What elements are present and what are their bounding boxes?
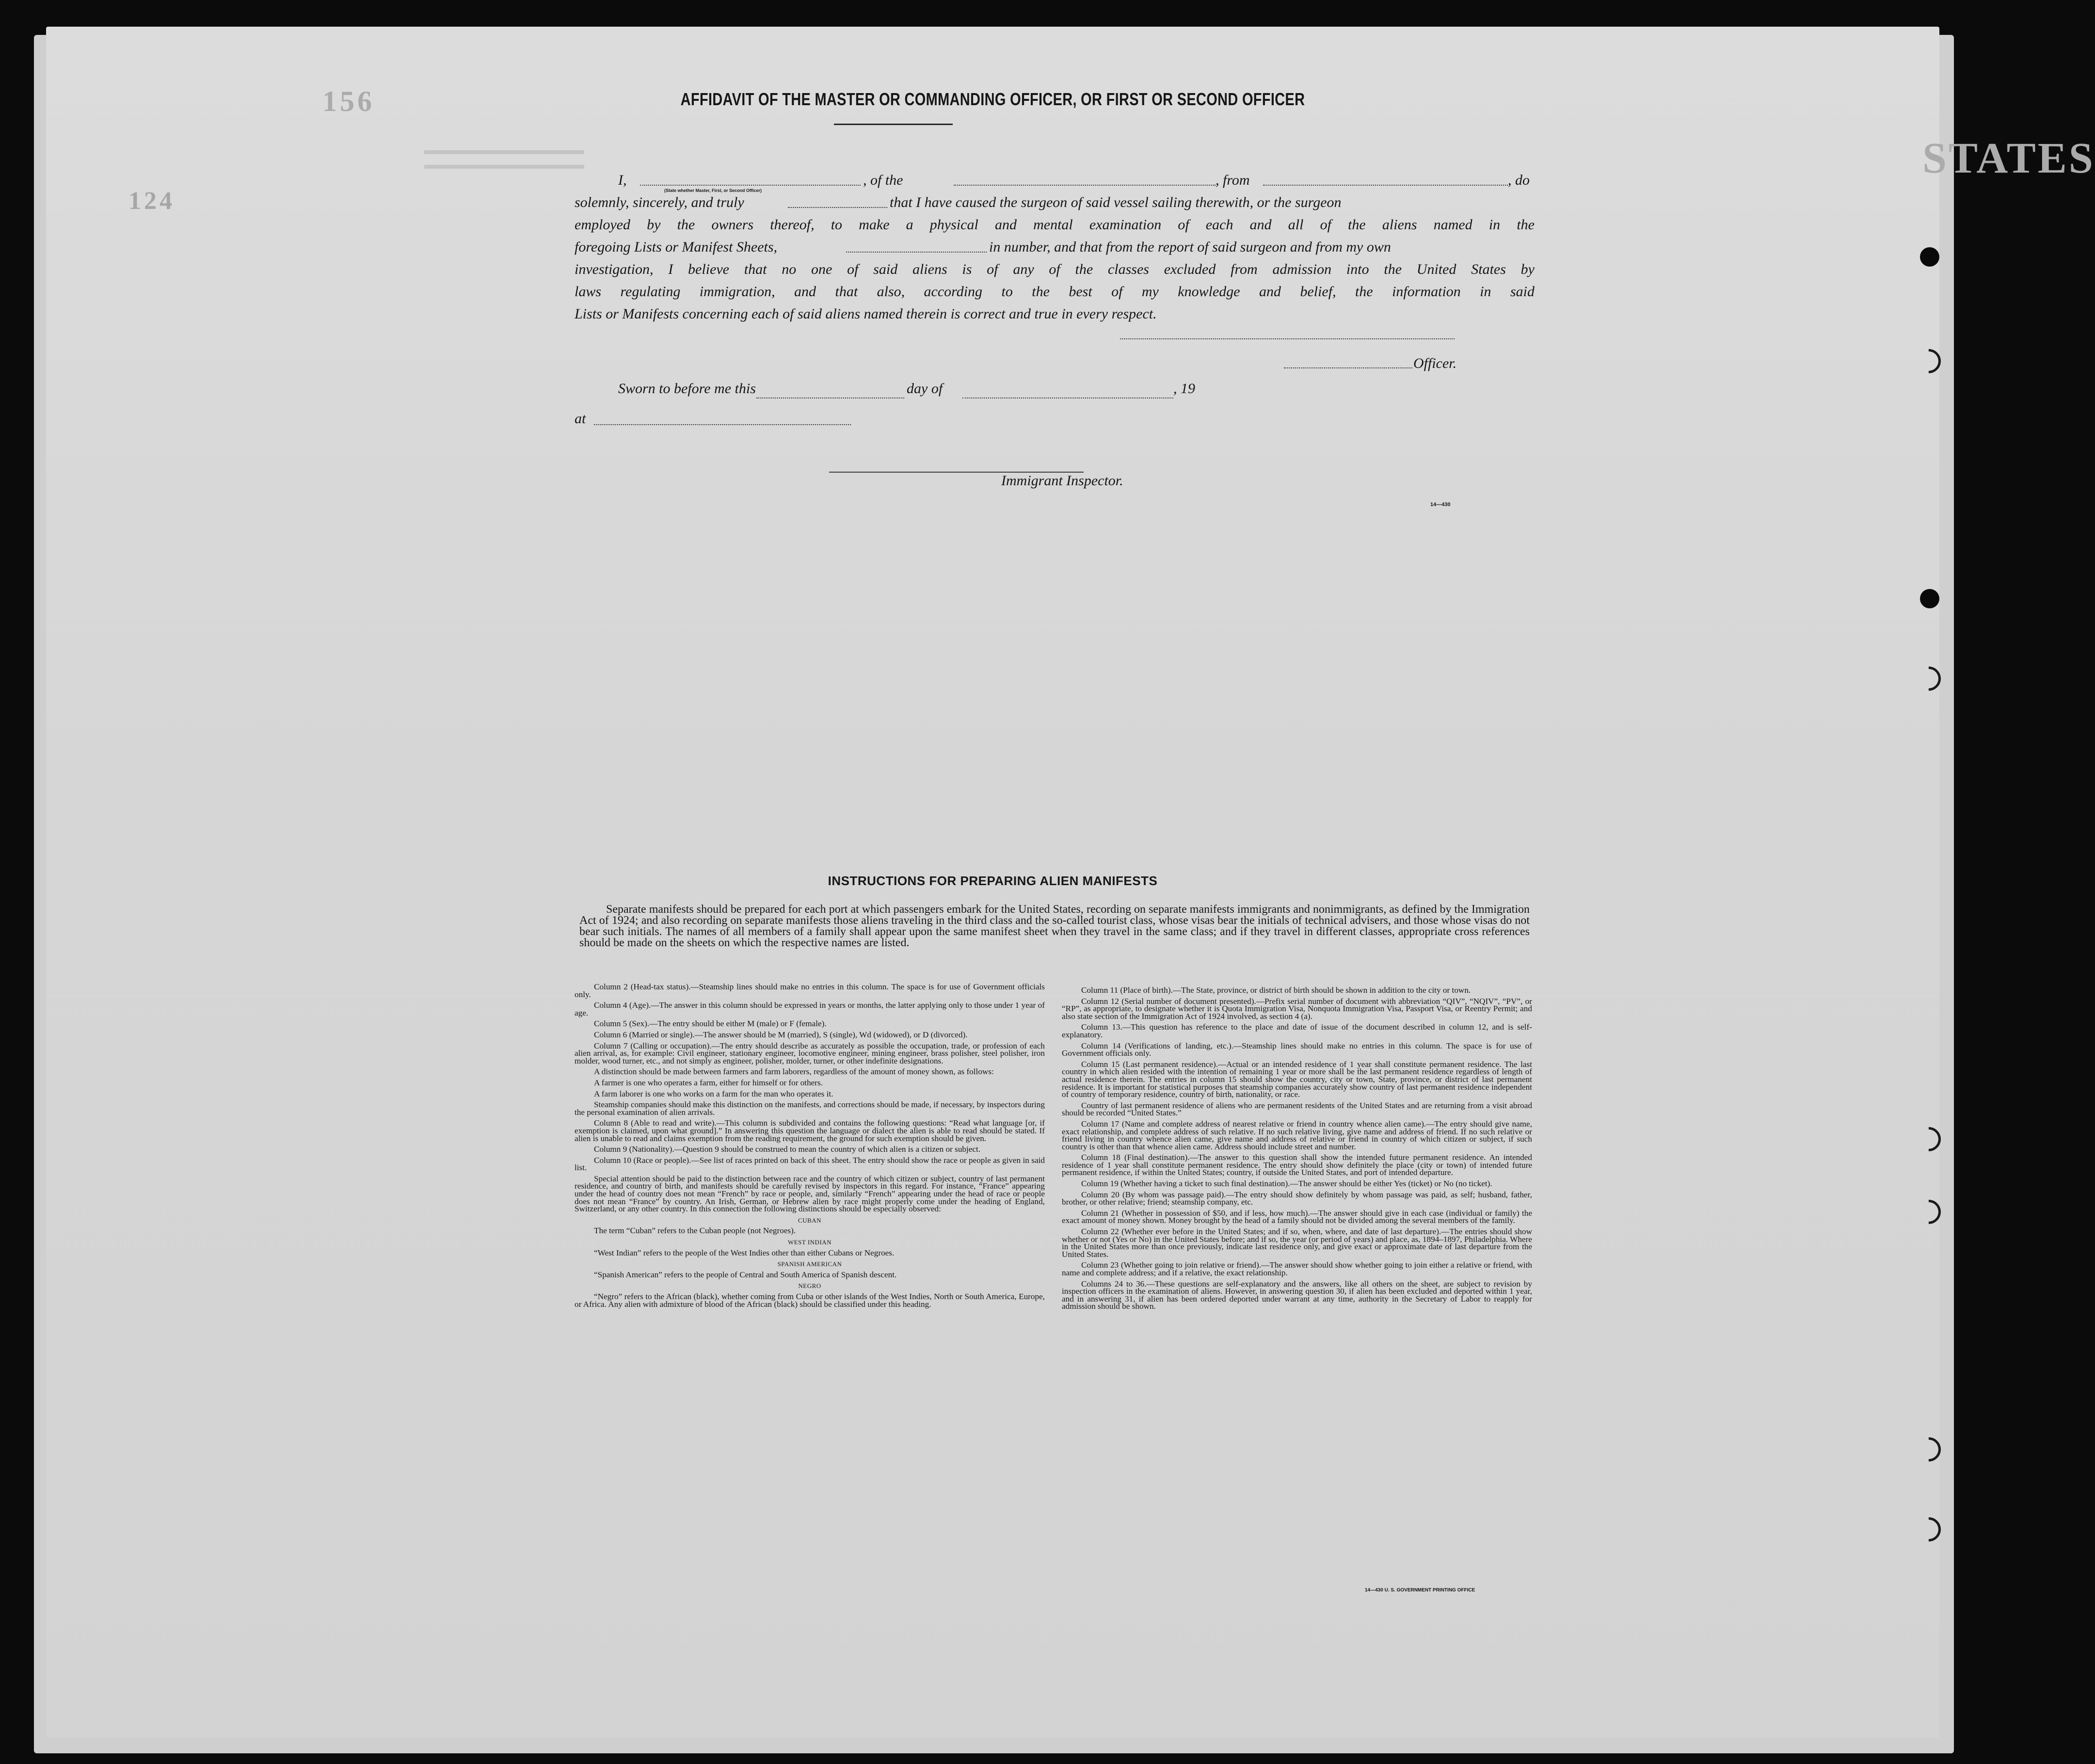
instruction-paragraph: A distinction should be made between farmers and farm laborers, regardless of the amount of money shown, as follows:	[594, 1067, 994, 1077]
subsection-heading-west-indian: WEST INDIAN	[787, 1239, 832, 1246]
instruction-paragraph: Column 4 (Age).—The answer in this column should be expressed in years or months, the latter applying only to those under 1 year of age.	[575, 1001, 1045, 1017]
printing-office-footer: 14—430 U. S. GOVERNMENT PRINTING OFFICE	[1365, 1588, 1475, 1593]
instruction-paragraph: Column 20 (By whom was passage paid).—The entry should show definitely by whom passage was paid, as self; husband, father, brother, or other relative; friend; steamship company, etc.	[1062, 1190, 1532, 1207]
officer-name-line[interactable]	[1284, 367, 1412, 368]
affidavit-title: AFFIDAVIT OF THE MASTER OR COMMANDING OFFICER, OR FIRST OR SECOND OFFICER	[680, 90, 1305, 110]
instruction-paragraph: Column 7 (Calling or occupation).—The entry should describe as accurately as possible the occupation, trade, or profession of each alien arrival, as, for example: Civil engineer, stationary engineer, locomotive engineer, mining engineer, brass polisher, steel polisher, iron molder, wood turner, etc., and not simply as engineer, polisher, molder, turner, or other indefinite designations.	[575, 1041, 1045, 1065]
sworn-place-field[interactable]	[594, 424, 851, 425]
instruction-paragraph: Column 14 (Verifications of landing, etc.).—Steamship lines should make no entries in this column. The space is for use of Government officials only.	[1062, 1041, 1532, 1058]
affidavit-in-number: in number, and that from the report of said surgeon and from my own	[989, 239, 1391, 255]
instruction-paragraph: Column 6 (Married or single).—The answer should be M (married), S (single), Wd (widowed), or D (divorced).	[594, 1030, 968, 1039]
instruction-paragraph: Column 10 (Race or people).—See list of races printed on back of this sheet. The entry should show the race or people as given in said list.	[575, 1155, 1045, 1173]
instruction-paragraph: Column 12 (Serial number of document presented).—Prefix serial number of document with abbreviation “QIV”, “NQIV”, “PV”, or “RP”, as appropriate, to designate whether it is Quota Immigration Visa, Nonquota Immigration Visa, Passport Visa, or Reentry Permit; and also state section of the Immigration Act of 1924 involved, as section 4 (a).	[1062, 996, 1532, 1021]
affidavit-line-3: employed by the owners thereof, to make a physical and mental examination of each and all of the aliens named in the	[575, 217, 1535, 233]
affidavit-of-the: , of the	[863, 172, 903, 188]
instruction-paragraph: Column 18 (Final destination).—The answer to this question shall show the intended future permanent residence. An intended residence of 1 year shall constitute permanent residence. The entry should show definitely the place (city or town) of intended future permanent residence, if within the United States; country, if outside the United States, and port of intended departure.	[1062, 1153, 1532, 1177]
sworn-year: , 19	[1173, 381, 1195, 397]
affidavit-from: , from	[1215, 172, 1250, 188]
officer-rank-field[interactable]	[640, 185, 861, 186]
affidavit-line-7: Lists or Manifests concerning each of said aliens named therein is correct and true in every respect.	[575, 306, 1157, 322]
subsection-text-cuban: The term “Cuban” refers to the Cuban people (not Negroes).	[594, 1226, 796, 1236]
instruction-paragraph: Column 17 (Name and complete address of nearest relative or friend in country whence alien came).—The entry should give name, exact relationship, and complete address of such relative. If no such relative living, give name and address of friend. If no such relative or friend living in country whence alien came, give name and address of relative or friend in country of which citizen or subject, if such country is other than that whence alien came. Address should include street and number.	[1062, 1119, 1532, 1151]
inspector-label: Immigrant Inspector.	[1001, 473, 1123, 489]
signature-line[interactable]	[1120, 338, 1455, 339]
instruction-paragraph: Country of last permanent residence of aliens who are permanent residents of the United States and are returning from a visit abroad should be recorded “United States.”	[1062, 1100, 1532, 1118]
instruction-paragraph: Special attention should be paid to the distinction between race and the country of which citizen or subject, country of last permanent residence, and country of birth, and manifests should be carefully revised by inspectors in this regard. For instance, “France” appearing under the head of country does not mean “French” by race or people, and, similarly “French” appearing under the head of race or people does not mean “France” by country. An Irish, German, or Hebrew alien by race might properly come under the heading of England, Switzerland, or any other country. In this connection the following distinctions should be especially observed:	[575, 1174, 1045, 1214]
instruction-paragraph: Column 21 (Whether in possession of $50, and if less, how much).—The answer should give in each case (individual or family) the exact amount of money shown. Money brought by the head of a family should not be divided among the several members of the family.	[1062, 1208, 1532, 1225]
instruction-paragraph: Column 2 (Head-tax status).—Steamship lines should make no entries in this column. The space is for use of Government officials only.	[575, 982, 1045, 999]
bleed-through-heading: STATES	[1922, 134, 2095, 182]
sworn-statement: Sworn to before me this	[618, 381, 756, 397]
bleed-through-stamp: 124	[128, 187, 175, 215]
bleed-through-line	[424, 165, 584, 169]
affidavit-line-4	[575, 239, 1535, 261]
bleed-through-line	[424, 150, 584, 154]
instruction-paragraph: Column 15 (Last permanent residence).—Actual or an intended residence of 1 year shall constitute permanent residence. The last country in which alien resided with the intention of remaining 1 year or more shall be the last permanent residence regardless of length of actual residence therein. The entries in column 15 should show the country, city or town, State, province, or district of last permanent residence. It is important for statistical purposes that steamship companies accurately show country of last permanent residence independent of country of temporary residence, country of birth, nationality, or race.	[1062, 1059, 1532, 1099]
affidavit-line-1	[575, 172, 1535, 194]
form-number: 14—430	[1430, 502, 1451, 508]
instruction-paragraph: Column 13.—This question has reference to the place and date of issue of the document described in column 12, and is self-explanatory.	[1062, 1022, 1532, 1039]
affidavit-i: I,	[618, 172, 627, 188]
instruction-paragraph: Column 9 (Nationality).—Question 9 should be construed to mean the country of which alien is a citizen or subject.	[594, 1144, 981, 1154]
instruction-paragraph: Column 5 (Sex).—The entry should be either M (male) or F (female).	[594, 1019, 827, 1029]
affidavit-do: , do	[1508, 172, 1530, 188]
binder-hole-icon	[1920, 247, 1939, 267]
instructions-left-column	[575, 983, 1045, 1311]
instructions-title: INSTRUCTIONS FOR PREPARING ALIEN MANIFESTS	[828, 874, 1158, 888]
instruction-paragraph: Column 8 (Able to read and write).—This column is subdivided and contains the following questions: “Read what language [or, if exemption is claimed, upon what ground].” In answering this question the language or dialect the alien is able to read should be stated. If alien is unable to read and claims exemption from the reading requirement, the ground for such exemption should be given.	[575, 1118, 1045, 1143]
instruction-paragraph: A farm laborer is one who works on a farm for the man who operates it.	[594, 1089, 833, 1098]
instruction-paragraph: A farmer is one who operates a farm, either for himself or for others.	[594, 1078, 823, 1087]
subsection-heading-spanish-american: SPANISH AMERICAN	[777, 1260, 842, 1268]
instruction-paragraph: Column 19 (Whether having a ticket to such final destination).—The answer should be either Yes (ticket) or No (no ticket).	[1081, 1179, 1492, 1189]
affidavit-foregoing: foregoing Lists or Manifest Sheets,	[575, 239, 778, 255]
vessel-name-field[interactable]	[954, 185, 1215, 186]
sworn-day-field[interactable]	[756, 397, 904, 398]
instruction-paragraph: Column 22 (Whether ever before in the United States; and if so, when, where, and date of last departure).—The entries should show whether or not (Yes or No) in the United States before; and if so, the year (or period of years) and place, as, 1894–1897, Philadelphia. Where in the United States more than once previously, indicate last residence only, and give exact or approximate date of last departure from the United States.	[1062, 1227, 1532, 1259]
bleed-through-number: 156	[322, 85, 375, 117]
sworn-month-field[interactable]	[962, 397, 1173, 398]
subsection-text-spanish-american: “Spanish American” refers to the people of Central and South America of Spanish descent.	[594, 1270, 897, 1279]
subsection-heading-cuban: CUBAN	[798, 1216, 821, 1224]
subsection-text-negro: “Negro” refers to the African (black), whether coming from Cuba or other islands of the West Indies, North or South America, Europe, or Africa. Any alien with admixture of blood of the African (black) should be classified under this heading.	[575, 1292, 1045, 1309]
instruction-paragraph: Column 11 (Place of birth).—The State, province, or district of birth should be shown in addition to the city or town.	[1081, 985, 1471, 995]
instruction-paragraph: Column 23 (Whether going to join relative or friend).—The answer should show whether going to join either a relative or friend, with name and complete address; and if a relative, the exact relationship.	[1062, 1260, 1532, 1277]
sworn-at: at	[575, 411, 586, 427]
binder-hole-icon	[1920, 589, 1939, 608]
subsection-heading-negro: NEGRO	[798, 1282, 821, 1290]
instructions-intro: Separate manifests should be prepared for each port at which passengers embark for the United States, recording on separate manifests immigrants and nonimmigrants, as defined by the Immigration Act of 1924; and also recording on separate manifests those aliens traveling in the third class and the so-called tourist class, whose visas bear the initials of technical advisers, and those whose visas do not bear such initials. The names of all members of a family shall appear upon the same manifest sheet when they travel in the same class; and if they travel in different classes, appropriate cross references should be made on the sheets on which the respective names are listed.	[579, 903, 1530, 949]
affidavit-line-5: investigation, I believe that no one of said aliens is of any of the classes excluded from admission into the United States by	[575, 261, 1535, 277]
instruction-paragraph: Columns 24 to 36.—These questions are self-explanatory and the answers, like all others on the sheet, are subject to revision by inspection officers in the examination of aliens. However, in answering question 30, if alien has been excluded and deported within 1 year, and in answering 31, if alien has been ordered deported under warrant at any time, authority in the Secretary of Labor to reapply for admission should be shown.	[1062, 1279, 1532, 1311]
sheet-count-field[interactable]	[846, 252, 987, 253]
solemnly-field[interactable]	[788, 207, 887, 208]
manifest-sheet	[46, 27, 2095, 1738]
affidavit-solemnly: solemnly, sincerely, and truly	[575, 194, 744, 210]
rank-note: (State whether Master, First, or Second Officer)	[664, 188, 762, 193]
affidavit-line-2	[575, 194, 1535, 217]
subsection-text-west-indian: “West Indian” refers to the people of the West Indies other than either Cubans or Negroes.	[594, 1248, 895, 1257]
sworn-day-of: day of	[907, 381, 943, 397]
instructions-right-column	[1062, 986, 1532, 1314]
officer-label: Officer.	[1413, 355, 1457, 371]
affidavit-line-6: laws regulating immigration, and that also, according to the best of my knowledge and belief, the information in said	[575, 284, 1535, 300]
instruction-paragraph: Steamship companies should make this distinction on the manifests, and corrections should be made, if necessary, by inspectors during the personal examination of alien arrivals.	[575, 1100, 1045, 1117]
title-rule	[834, 124, 953, 125]
departure-port-field[interactable]	[1263, 185, 1508, 186]
affidavit-surgeon-text: that I have caused the surgeon of said vessel sailing therewith, or the surgeon	[890, 194, 1342, 210]
